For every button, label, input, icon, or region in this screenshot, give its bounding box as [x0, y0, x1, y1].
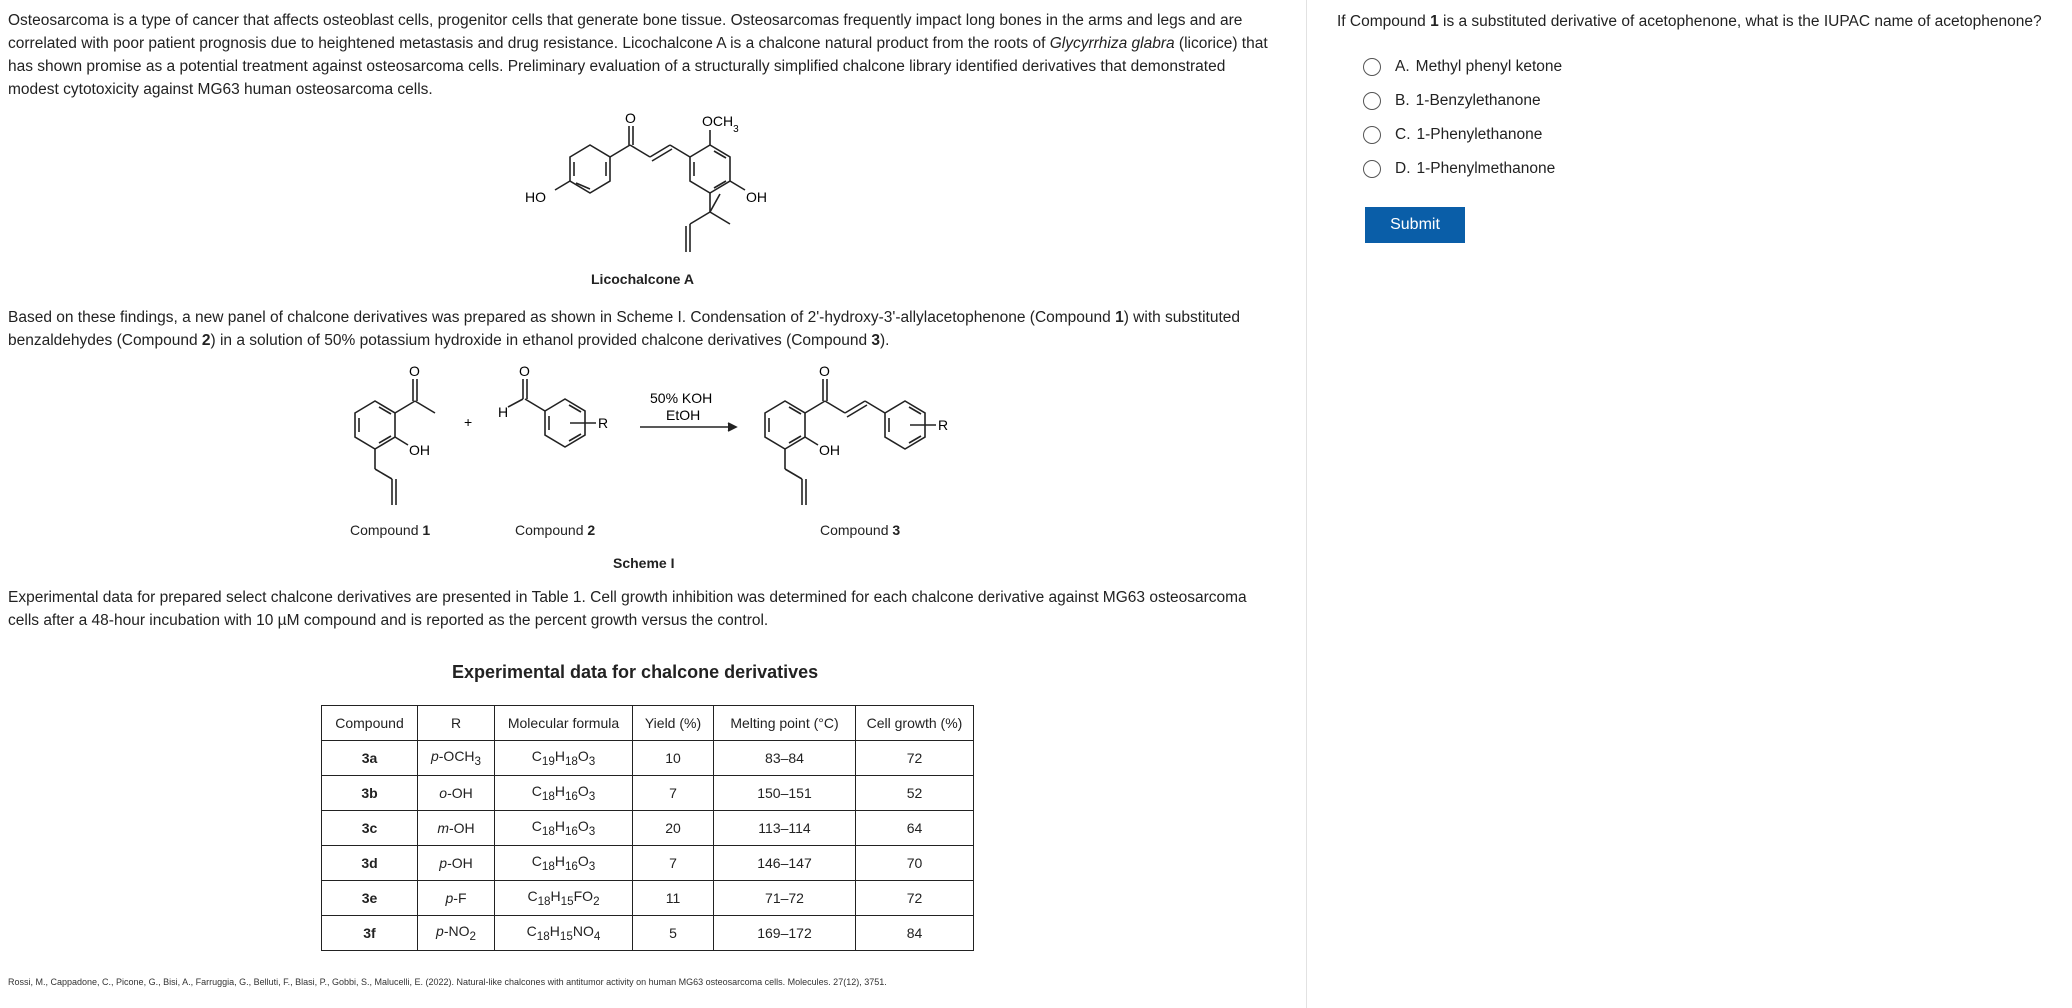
c1-o-label: O: [409, 365, 420, 379]
cell-melting-point: 146–147: [714, 846, 856, 881]
option-a-text: Methyl phenyl ketone: [1415, 58, 1563, 75]
cell-growth: 70: [856, 846, 974, 881]
cell-formula: $C_{18}H_{16}O_3$: [495, 776, 633, 811]
cell-formula: $C_{18}H_{16}O_3$: [495, 846, 633, 881]
scheme-i-reaction: [340, 365, 980, 515]
option-b-text: 1-Benzylethanone: [1415, 92, 1541, 109]
option-c-text: 1-Phenylethanone: [1416, 126, 1543, 143]
cell-yield: 7: [633, 846, 714, 881]
cell-yield: 7: [633, 776, 714, 811]
cell-compound: 3f: [322, 916, 418, 951]
table-row: [322, 741, 974, 776]
cell-melting-point: 150–151: [714, 776, 856, 811]
carbonyl-o-label: O: [625, 112, 636, 126]
table-row: [322, 776, 974, 811]
cell-melting-point: 71–72: [714, 881, 856, 916]
cell-growth: 64: [856, 811, 974, 846]
c1-oh-label: OH: [409, 442, 430, 458]
compound-1-label: Compound 1: [350, 522, 431, 538]
option-c[interactable]: [1363, 126, 1542, 144]
methoxy-label: $OCH_3$: [702, 113, 739, 135]
chalcone-data-table: [321, 705, 974, 951]
passage-paragraph-2: Based on these findings, a new panel of chalcone derivatives was prepared as shown in Scheme I. Condensation of 2'-hydroxy-3'-allylacetophenone (Compound 1) with substituted benzaldehydes (Compound 2) in a solution of 50% potassium hydroxide in ethanol provided chalcone derivatives (Compound 3).: [8, 309, 1241, 349]
option-d-text: 1-Phenylmethanone: [1416, 160, 1556, 177]
table-header-row: [322, 706, 974, 741]
cell-growth: 72: [856, 741, 974, 776]
cell-formula: $C_{18}H_{15}NO_4$: [495, 916, 633, 951]
option-a-letter: A.: [1395, 58, 1410, 75]
reagent-koh: 50% KOH: [650, 390, 713, 406]
cell-compound: 3e: [322, 881, 418, 916]
submit-button[interactable]: Submit: [1365, 207, 1465, 243]
cell-yield: 11: [633, 881, 714, 916]
compound-3-label: Compound 3: [820, 522, 901, 538]
cell-r: o-OH: [418, 776, 495, 811]
cell-melting-point: 169–172: [714, 916, 856, 951]
col-header-r: R: [418, 706, 495, 741]
licochalcone-a-structure: [515, 112, 785, 267]
c2-r-label: R: [598, 415, 609, 431]
table-row: [322, 916, 974, 951]
table-row: [322, 846, 974, 881]
c2-o-label: O: [519, 365, 530, 379]
option-b[interactable]: [1363, 92, 1541, 110]
citation: Rossi, M., Cappadone, C., Picone, G., Bisi, A., Farruggia, G., Belluti, F., Blasi, P., Gobbi, S., Malucelli, E. (2022). Natural-like chalcones with antitumor activity on human MG63 osteosarcoma cells. Molecules. 27(12), 3751.: [8, 977, 887, 987]
hydroxy-left-label: HO: [525, 189, 546, 205]
cell-melting-point: 83–84: [714, 741, 856, 776]
compound-2-label: Compound 2: [515, 522, 596, 538]
col-header-compound: Compound: [322, 706, 418, 741]
option-a-radio[interactable]: [1363, 58, 1381, 76]
cell-melting-point: 113–114: [714, 811, 856, 846]
cell-formula: $C_{18}H_{16}O_3$: [495, 811, 633, 846]
option-d-letter: D.: [1395, 160, 1411, 177]
col-header-yield: Yield (%): [633, 706, 714, 741]
cell-growth: 72: [856, 881, 974, 916]
c3-r-label: R: [938, 417, 949, 433]
table-row: [322, 881, 974, 916]
cell-growth: 84: [856, 916, 974, 951]
option-b-radio[interactable]: [1363, 92, 1381, 110]
cell-formula: $C_{18}H_{15}FO_2$: [495, 881, 633, 916]
cell-r: p-OH: [418, 846, 495, 881]
passage-paragraph-1: Osteosarcoma is a type of cancer that affects osteoblast cells, progenitor cells that generate bone tissue. Osteosarcomas frequently impact long bones in the arms and legs and are correlated with poor patient prognosis due to heightened metastasis and drug resistance. Licochalcone A is a chalcone natural product from the roots of Glycyrrhiza glabra (licorice) that has shown promise as a potential treatment against osteosarcoma cells. Preliminary evaluation of a structurally simplified chalcone library identified derivatives that demonstrated modest cytotoxicity against MG63 human osteosarcoma cells.: [8, 12, 1268, 98]
option-a[interactable]: [1363, 58, 1562, 76]
col-header-melting-point: Melting point (°C): [714, 706, 856, 741]
cell-r: $p-OCH_3$: [418, 741, 495, 776]
cell-r: m-OH: [418, 811, 495, 846]
question-pane: [1307, 0, 2072, 1008]
cell-yield: 10: [633, 741, 714, 776]
scheme-caption: Scheme I: [613, 555, 675, 571]
cell-formula: $C_{19}H_{18}O_3$: [495, 741, 633, 776]
cell-compound: 3c: [322, 811, 418, 846]
hydroxy-right-label: OH: [746, 189, 767, 205]
cell-compound: 3d: [322, 846, 418, 881]
question-text: If Compound 1 is a substituted derivative of acetophenone, what is the IUPAC name of acetophenone?: [1337, 13, 2042, 30]
option-d-radio[interactable]: [1363, 160, 1381, 178]
table-row: [322, 811, 974, 846]
col-header-formula: Molecular formula: [495, 706, 633, 741]
cell-compound: 3a: [322, 741, 418, 776]
c3-o-label: O: [819, 365, 830, 379]
cell-compound: 3b: [322, 776, 418, 811]
cell-yield: 5: [633, 916, 714, 951]
cell-yield: 20: [633, 811, 714, 846]
c2-h-label: H: [498, 404, 509, 420]
cell-growth: 52: [856, 776, 974, 811]
cell-r: p-F: [418, 881, 495, 916]
passage-paragraph-3: Experimental data for prepared select chalcone derivatives are presented in Table 1. Cell growth inhibition was determined for each chalcone derivative against MG63 osteosarcoma cells after a 48-hour incubation with 10 µM compound and is reported as the percent growth versus the control.: [8, 589, 1247, 629]
cell-r: $p-NO_2$: [418, 916, 495, 951]
table-title: Experimental data for chalcone derivatives: [452, 662, 819, 682]
option-b-letter: B.: [1395, 92, 1410, 109]
plus-sign: +: [464, 414, 473, 430]
c3-oh-label: OH: [819, 442, 840, 458]
option-c-radio[interactable]: [1363, 126, 1381, 144]
reagent-etoh: EtOH: [666, 407, 701, 423]
option-d[interactable]: [1363, 160, 1555, 178]
option-c-letter: C.: [1395, 126, 1411, 143]
licochalcone-caption: Licochalcone A: [591, 271, 694, 287]
col-header-cell-growth: Cell growth (%): [856, 706, 974, 741]
